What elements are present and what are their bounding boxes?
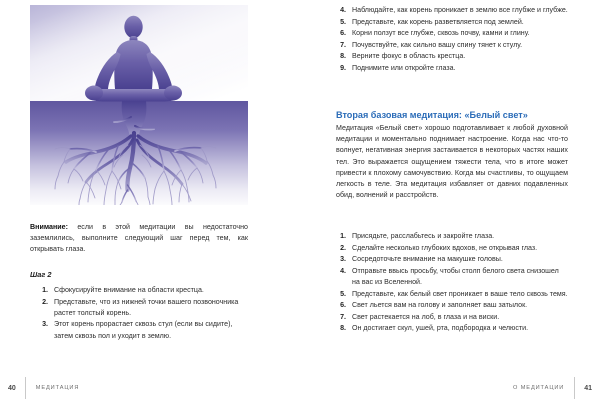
list-item [336, 63, 568, 74]
list-item-text: Поднимите или откройте глаза. [352, 63, 456, 72]
list-item-text: Сосредоточьте внимание на макушке головы. [352, 255, 503, 264]
list-item [336, 51, 568, 62]
list-item [336, 300, 568, 311]
list-item-text: Сфокусируйте внимание на области крестца. [54, 286, 204, 294]
attention-label: Внимание: [30, 223, 69, 231]
list-item-number: 1. [42, 286, 48, 294]
list-item [336, 323, 568, 334]
list-item-number: 3. [340, 255, 346, 264]
list-item-number: 3. [42, 320, 48, 329]
list-item-number: 4. [340, 266, 346, 275]
list-item-text: Представьте, как корень разветвляется под землей. [352, 17, 524, 26]
list-item-text: Присядьте, расслабьтесь и закройте глаза. [352, 232, 495, 240]
list-item-text: Свет растекается на лоб, в глаза и на виски. [352, 312, 500, 321]
meditating-figure-with-roots-icon [30, 5, 248, 205]
list-item-number: 5. [340, 17, 346, 26]
list-item [336, 266, 568, 289]
list-item-number: 2. [340, 243, 346, 252]
list-item-text: Наблюдайте, как корень проникает в землю все глубже и глубже. [352, 6, 568, 14]
list-item-text: Отправьте ввысь просьбу, чтобы столп белого света снизошел на вас из Вселенной. [352, 266, 559, 287]
right-page-footer [513, 381, 592, 395]
running-head: О МЕДИТАЦИИ [513, 385, 565, 391]
section-heading: Вторая базовая медитация: «Белый свет» [336, 110, 528, 120]
continued-step-list [336, 5, 568, 75]
white-light-step-list [336, 231, 568, 335]
step-heading: Шаг 2 [30, 270, 52, 279]
attention-text: если в этой медитации вы недостаточно заземлились, выполните следующий шаг перед тем, как открывать глаза. [30, 223, 248, 254]
left-page-footer [8, 381, 79, 395]
list-item-number: 6. [340, 301, 346, 310]
list-item [336, 40, 568, 51]
page-number: 40 [8, 384, 16, 392]
section-paragraph: Медитация «Белый свет» хорошо подготавливает к любой духовной медитации и моментально поднимает настроение. Когда нас что-то волнует, негативная энергия застаивается в некоторых частях наших тел. Это выражается ощущением тяжести тела, что в итоге может привести к плохому самочувствию. Когда мы счастливы, то ощущаем легкость в теле. Эта медитация избавляет от давних подавленных обид, волнений и расстройств. [336, 124, 568, 200]
list-item-text: Корни ползут все глубже, сквозь почву, камни и глину. [352, 29, 530, 38]
attention-note [30, 222, 248, 256]
list-item [336, 17, 568, 28]
list-item-number: 2. [42, 297, 48, 306]
list-item [336, 312, 568, 323]
list-item-text: Этот корень прорастает сквозь стул (если вы сидите), затем сквозь пол и уходит в землю. [54, 320, 233, 340]
list-item [336, 289, 568, 300]
list-item-text: Он достигает скул, ушей, рта, подбородка и челюсти. [352, 324, 529, 333]
list-item [336, 243, 568, 254]
list-item-number: 8. [340, 324, 346, 333]
list-item [38, 285, 250, 296]
list-item [38, 297, 250, 320]
list-item-number: 1. [340, 232, 346, 240]
list-item [336, 254, 568, 265]
footer-divider [574, 377, 575, 399]
list-item [336, 5, 568, 16]
list-item-text: Почувствуйте, как сильно вашу спину тянет к стулу. [352, 40, 523, 49]
footer-divider [25, 377, 26, 399]
list-item-number: 8. [340, 52, 346, 61]
running-head: МЕДИТАЦИЯ [35, 385, 80, 391]
page-number: 41 [584, 384, 592, 392]
list-item-number: 7. [340, 312, 346, 321]
list-item-text: Верните фокус в область крестца. [352, 52, 466, 61]
list-item [38, 319, 250, 342]
list-item-number: 4. [340, 6, 346, 14]
meditation-illustration [30, 5, 248, 205]
list-item-number: 6. [340, 29, 346, 38]
list-item-number: 7. [340, 40, 346, 49]
list-item-text: Сделайте несколько глубоких вдохов, не открывая глаз. [352, 243, 538, 252]
right-page [300, 0, 600, 415]
list-item-text: Представьте, что из нижней точки вашего позвоночника растет толстый корень. [54, 297, 239, 317]
list-item-text: Свет льется вам на голову и заполняет ваш затылок. [352, 301, 528, 310]
list-item [336, 28, 568, 39]
list-item-text: Представьте, как белый свет проникает в ваше тело сквозь темя. [352, 289, 568, 298]
list-item-number: 5. [340, 289, 346, 298]
list-item [336, 231, 568, 242]
left-step-list [38, 285, 250, 342]
list-item-number: 9. [340, 63, 346, 72]
